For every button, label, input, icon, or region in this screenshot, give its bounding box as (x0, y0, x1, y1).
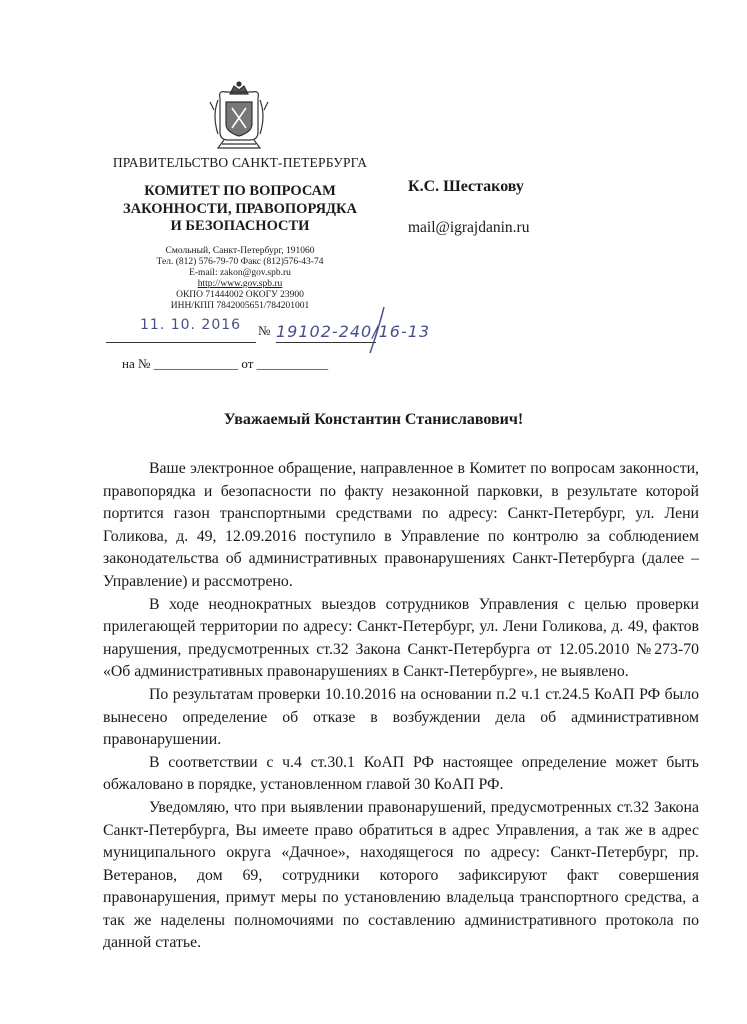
website-link[interactable]: http://www.gov.spb.ru (197, 279, 283, 289)
paragraph-4: В соответствии с ч.4 ст.30.1 КоАП РФ настоящее определение может быть обжаловано в порядке, установленном главой 30 КоАП РФ. (103, 753, 699, 794)
paragraph-3: По результатам проверки 10.10.2016 на основании п.2 ч.1 ст.24.5 КоАП РФ было вынесено определение об отказе в возбуждении дела об административном правонарушении. (103, 685, 699, 749)
committee-line-2: ЗАКОННОСТИ, ПРАВОПОРЯДКА (122, 200, 358, 217)
coat-of-arms-emblem (208, 80, 270, 152)
paragraph-1: Ваше электронное обращение, направленное в Комитет по вопросам законности, правопорядка и безопасности по факту незаконной парковки, в результате которой портится газон транспортными средствами по адресу: Санкт-Петербург, ул. Лени Голикова, д. 49, 12.09.2016 поступило в Управление по контролю за соблюдением законодательства об административных правонарушениях Санкт-Петербурга (далее – Управление) и рассмотрено. (103, 460, 699, 590)
committee-contacts (0, 246, 480, 312)
inn-kpp-codes: ИНН/КПП 7842005651/784201001 (170, 301, 310, 311)
okpo-okogu-codes: ОКПО 71444002 ОКОГУ 23900 (176, 290, 304, 300)
committee-line-1: КОМИТЕТ ПО ВОПРОСАМ (144, 183, 336, 199)
paragraph-2: В ходе неоднократных выездов сотрудников Управления с целью проверки прилегающей территории по адресу: Санкт-Петербург, ул. Лени Голикова, д. 49, фактов нарушения, предусмотренных ст.32 Закона Санкт-Петербурга от 12.05.2010 №273-70 «Об административных правонарушениях в Санкт-Петербурге», не выявлено. (103, 595, 699, 681)
handwritten-slash (364, 305, 390, 355)
recipient-name: К.С. Шестакову (408, 178, 524, 195)
phone-fax-text: Тел. (812) 576-79-70 Факс (812)576-43-74 (156, 257, 324, 267)
number-sign: № (258, 323, 271, 338)
reply-reference: на № _____________ от ___________ (122, 356, 329, 371)
paragraph-5: Уведомляю, что при выявлении правонарушений, предусмотренных ст.32 Закона Санкт-Петербурга, Вы имеете право обратиться в адрес Управления, а так же в адрес муниципального округа «Дачное», находящегося по адресу: Санкт-Петербург, пр. Ветеранов, дом 69, сотрудники которого зафиксируют факт совершения правонарушения, примут меры по установлению владельца транспортного средства, а так же наделены полномочиями по составлению административного протокола по данной статье. (103, 798, 699, 952)
government-title: ПРАВИТЕЛЬСТВО САНКТ-ПЕТЕРБУРГА (112, 155, 368, 170)
committee-email-text: E-mail: zakon@gov.spb.ru (189, 268, 291, 278)
date-underline (106, 342, 256, 343)
registration-date: 11. 10. 2016 (140, 317, 242, 333)
number-underline (276, 342, 376, 343)
salutation: Уважаемый Константин Станиславович! (223, 411, 524, 428)
committee-line-3: И БЕЗОПАСНОСТИ (170, 218, 310, 234)
registration-number: 19102-240/16-13 (276, 322, 431, 341)
address-text: Смольный, Санкт-Петербург, 191060 (165, 246, 315, 256)
letter-body (103, 458, 699, 955)
recipient-email: mail@igrajdanin.ru (408, 219, 530, 236)
